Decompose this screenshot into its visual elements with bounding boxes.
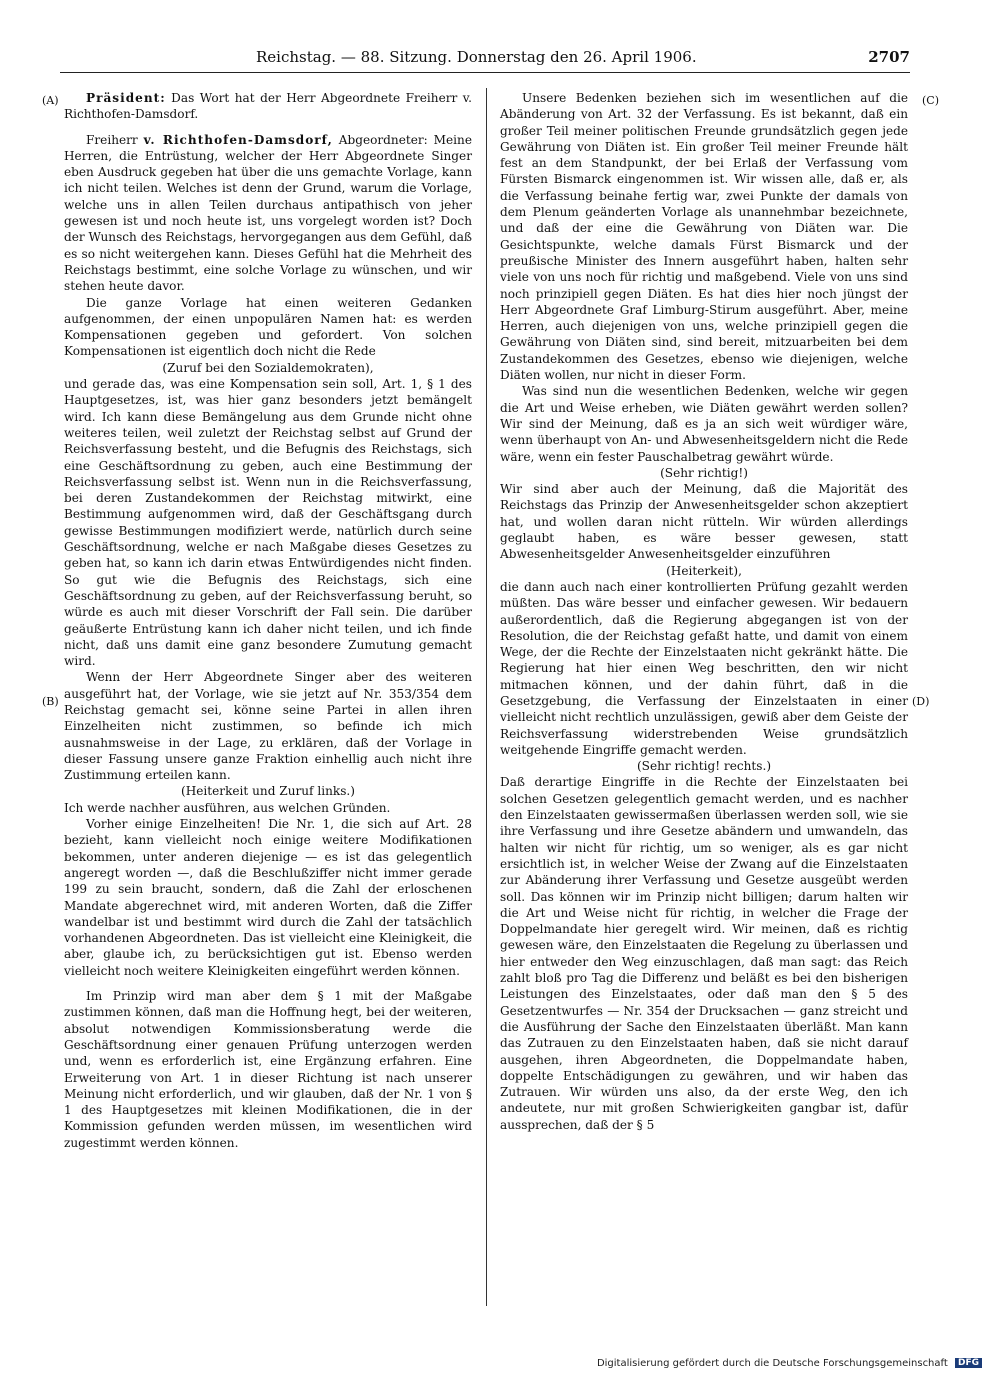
margin-marker-a: (A) [42, 94, 59, 107]
paragraph: Wenn der Herr Abgeordnete Singer aber des weiteren ausgeführt hat, der Vorlage, wie sie jetzt auf Nr. 353/354 dem Reichstag gemacht sei, könne seine Partei in allen ihren Einzelheiten nicht zustimmen, so befinde ich mich ausnahmsweise in der Lage, zu erklären, daß der Vorlage in dieser Fassung unsere ganze Fraktion einhellig auch nicht ihre Zustimmung erteilen kann. [64, 670, 472, 783]
interjection: (Zuruf bei den Sozialdemokraten), [162, 360, 374, 375]
running-title: Reichstag. — 88. Sitzung. Donnerstag den 26. April 1906. [256, 48, 697, 66]
paragraph: und gerade das, was eine Kompensation sein soll, Art. 1, § 1 des Hauptgesetzes, ist, was hier ganz besonders jetzt bemängelt wird. Ich kann diese Bemängelung aus dem Grunde nicht ohne weiteres teilen, weil zuletzt der Reichstag selbst auf Grund der Reichsverfassung besteht, und die Befugnis des Reichstags, sich eine Geschäftsordnung zu geben, auch eine Bestimmung der Reichsverfassung selbst ist. Wenn nun in die Reichsverfassung, bei deren Zustandekommen der Reichstag mitwirkt, eine Bestimmung aufgenommen wird, daß der Geschäftsgang durch gewisse Bestimmungen modifiziert werde, natürlich durch seine Geschäftsordnung, welche er nach Maßgabe dieses Gesetzes zu geben hat, so kann ich darin etwas Entwürdigendes nicht finden. So gut wie die Befugnis des Reichstags, sich eine Geschäftsordnung zu geben, auf der Reichsverfassung beruht, so würde es auch mit dieser Vorschrift der Fall sein. Die darüber geäußerte Entrüstung kann ich daher nicht teilen, und ich finde nicht, daß uns damit eine ganz besondere Zumutung gemacht wird. [64, 377, 472, 669]
speaker-name: v. Richthofen-Damsdorf, [143, 132, 333, 147]
paragraph: Im Prinzip wird man aber dem § 1 mit der Maßgabe zustimmen können, daß man die Hoffnung hegt, bei der weiteren, absolut notwendigen Kommissionsberatung werde die Geschäftsordnung einer genauen Prüfung unterzogen werden und, wenn es erforderlich ist, eine Ergänzung erfahren. Eine Erweiterung von Art. 1 in dieser Richtung ist nach unserer Meinung nicht erforderlich, und wir glauben, daß der Nr. 1 von § 1 des Hauptgesetzes mit kleinen Modifikationen, die in der Kommission gefunden werden müssen, im wesentlichen wird zugestimmt werden können. [64, 989, 472, 1150]
footer-text: Digitalisierung gefördert durch die Deutsche Forschungsgemeinschaft [596, 1358, 948, 1369]
footer-credit [597, 1358, 982, 1369]
paragraph: Freiherr v. Richthofen-Damsdorf, Abgeordneter: Meine Herren, die Entrüstung, welcher der Herr Abgeordnete Singer eben Ausdruck gegeben hat über die uns gemachte Vorlage, kann ich nicht teilen. Welches ist denn der Grund, warum die Vorlage, welche uns in allen Teilen durchaus antipathisch von jeher gewesen ist und noch heute ist, uns vorgelegt worden ist? Doch der Wunsch des Reichstags, hervorgegangen aus dem Gefühl, daß es so nicht weitergehen kann. Dieses Gefühl hat die Mehrheit des Reichstags bestimmt, eine solche Vorlage zu wünschen, und wir stehen heute davor. [64, 132, 472, 294]
margin-marker-b: (B) [42, 695, 59, 708]
page-number: 2707 [868, 48, 910, 66]
speaker-name: Präsident: [86, 91, 166, 105]
column-divider [486, 88, 487, 1306]
paragraph: Präsident: Das Wort hat der Herr Abgeordnete Freiherr v. Richthofen-Damsdorf. [64, 91, 472, 122]
right-column [500, 90, 908, 1133]
margin-marker-c: (C) [922, 94, 939, 107]
paragraph: die dann auch nach einer kontrollierten Prüfung gezahlt werden müßten. Das wäre besser und einfacher gewesen. Wir bedauern außerordentlich, daß die Regierung abgegangen ist von der Resolution, die der Reichstag gefaßt hatte, und damit von einem Wege, der die Rechte der Einzelstaaten nicht gekränkt hätte. Die Regierung hat hier einen Weg beschritten, den wir nicht mitmachen können, und der dahin führt, daß in die Gesetzgebung, die Verfassung der Einzelstaaten in einer vielleicht nicht rechtlich unzulässigen, gewiß aber dem Geiste der Reichsverfassung widerstrebenden Weise grundsätzlich weitgehende Eingriffe gemacht werden. [500, 579, 908, 757]
page-header [60, 46, 910, 73]
paragraph: Vorher einige Einzelheiten! Die Nr. 1, die sich auf Art. 28 bezieht, kann vielleicht noch einige weitere Modifikationen bekommen, unter anderen diejenige — es ist das gelegentlich angeregt worden —, daß die Beschlußziffer nicht immer gerade 199 zu sein braucht, sondern, daß die Zahl der erloschenen Mandate abgerechnet wird, mit anderen Worten, daß die Ziffer wandelbar ist und bestimmt wird durch die Zahl der tatsächlich vorhandenen Abgeordneten. Das ist vielleicht eine Kleinigkeit, die aber, glaube ich, zu berücksichtigen gut ist. Ebenso werden vielleicht noch weitere Kleinigkeiten eingeführt werden können. [64, 817, 472, 978]
paragraph: Was sind nun die wesentlichen Bedenken, welche wir gegen die Art und Weise erheben, wie Diäten gewährt werden sollen? Wir sind der Meinung, daß es ja an sich weit würdiger wäre, wenn überhaupt von An- und Abwesenheitsgeldern nicht die Rede wäre, wenn ein fester Pauschalbetrag gewährt würde. [500, 384, 908, 464]
paragraph: Unsere Bedenken beziehen sich im wesentlichen auf die Abänderung von Art. 32 der Verfassung. Es ist bekannt, daß ein großer Teil meiner politischen Freunde grundsätzlich gegen jede Gewährung von Diäten ist. Ein großer Teil meiner Freunde hält fest an dem Standpunkt, der bei Erlaß der Verfassung vom Fürsten Bismarck eingenommen ist. Wir wissen alle, daß er, als die Verfassung beinahe fertig war, zwei Punkte der damals von dem Plenum geänderten Vorlage als unannehmbar bezeichnete, und daß der eine die Gewährung von Diäten war. Die Gesichtspunkte, welche damals Fürst Bismarck und der preußische Minister des Innern ausgeführt haben, halten sehr viele von uns noch für richtig und maßgebend. Viele von uns sind noch prinzipiell gegen Diäten. Es hat dies hier noch jüngst der Herr Abgeordnete Graf Limburg-Stirum ausgeführt. Aber, meine Herren, auch diejenigen von uns, welche prinzipiell gegen die Gewährung von Diäten sind, sind bereit, mitzuarbeiten bei dem Zustandekommen des Gesetzes, ebenso wie diejenigen, welche Diäten wollen, nur nicht in dieser Form. [500, 91, 908, 383]
left-column [64, 90, 472, 1151]
dfg-logo: DFG [955, 1358, 982, 1368]
margin-marker-d: (D) [912, 695, 930, 708]
interjection: (Sehr richtig!) [660, 465, 748, 480]
paragraph: Die ganze Vorlage hat einen weiteren Gedanken aufgenommen, der einen unpopulären Namen hat: es werden Kompensationen gegeben und gefordert. Von solchen Kompensationen ist eigentlich doch nicht die Rede [64, 295, 472, 359]
paragraph: Ich werde nachher ausführen, aus welchen Gründen. [64, 800, 391, 815]
paragraph: Wir sind aber auch der Meinung, daß die Majorität des Reichstags das Prinzip der Anwesenheitsgelder schon akzeptiert hat, und wollen daran nicht rütteln. Wir würden allerdings geglaubt haben, es wäre besser gewesen, statt Abwesenheitsgelder Anwesenheitsgelder einzuführen [500, 482, 908, 562]
paragraph: Daß derartige Eingriffe in die Rechte der Einzelstaaten bei solchen Gesetzen gelegentlich gemacht werden, und es nachher den Einzelstaaten gewissermaßen überlassen werden soll, wie sie ihre Verfassung und ihre Gesetze abändern und umwandeln, das halten wir nicht für richtig, um so weniger, als es gar nicht ersichtlich ist, in welcher Weise der Zwang auf die Einzelstaaten zur Abänderung ihrer Verfassung und Gesetze ausgeübt werden soll. Das können wir im Prinzip nicht billigen; darum halten wir die Art und Weise nicht für richtig, in welcher die Frage der Doppelmandate hier geregelt wird. Wir meinen, daß es richtig gewesen wäre, den Einzelstaaten die Regelung zu überlassen und hier entweder den Weg einzuschlagen, daß man sagt: das Reich zahlt bloß pro Tag die Differenz und beläßt es bei den bisherigen Leistungen des Einzelstaates, oder daß man den § 5 des Gesetzentwurfes — Nr. 354 der Drucksachen — ganz streicht und die Ausführung der Sache den Einzelstaaten überläßt. Man kann das Zutrauen zu den Einzelstaaten haben, daß sie nicht darauf ausgehen, ihren Abgeordneten, die Doppelmandate haben, doppelte Entschädigungen zu gewähren, und wir haben das Zutrauen. Wir würden uns also, da der erste Weg, den ich andeutete, nur mit großen Schwierigkeiten gangbar ist, dafür aussprechen, daß der § 5 [500, 775, 908, 1132]
interjection: (Heiterkeit), [666, 563, 742, 578]
interjection: (Heiterkeit und Zuruf links.) [180, 784, 355, 799]
interjection: (Sehr richtig! rechts.) [636, 759, 772, 774]
